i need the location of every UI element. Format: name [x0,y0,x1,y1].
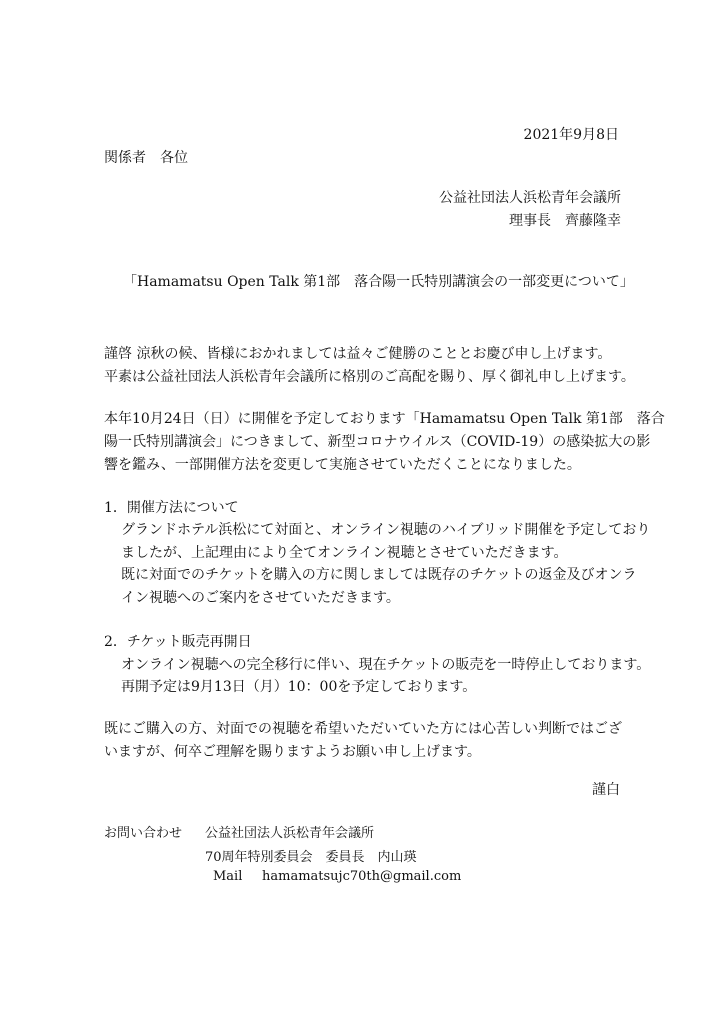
closing-word: 謹白 [592,782,620,798]
contact-label: お問い合わせ [104,826,183,841]
apology-line: 既にご購入の方、対面での視聴を希望いただいていた方には心苦しい判断ではござ [104,721,622,737]
contact-mail-label: Mail [213,869,243,884]
section1-line: グランドホテル浜松にて対面と、オンライン視聴のハイブリッド開催を予定しており [121,522,651,538]
section2-line: 再開予定は9月13日（月）10：00を予定しております。 [121,679,477,695]
addressee: 関係者 各位 [104,150,188,166]
greeting-line: 謹啓 涼秋の候、皆様におかれましては益々ご健勝のこととお慶び申し上げます。 [104,346,612,362]
contact-mail-address: hamamatsujc70th@gmail.com [262,869,462,884]
section2-line: オンライン視聴への完全移行に伴い、現在チケットの販売を一時停止しております。 [121,657,651,673]
intro-line: 本年10月24日（日）に開催を予定しております「Hamamatsu Open Talk 第1部 落合 [104,411,665,427]
section2-heading: 2．チケット販売再開日 [104,634,252,650]
sender-name: 理事長 齊藤隆幸 [509,213,621,229]
contact-organization: 公益社団法人浜松青年会議所 [205,826,375,841]
greeting-line: 平素は公益社団法人浜松青年会議所に格別のご高配を賜り、厚く御礼申し上げます。 [104,369,635,385]
apology-line: いますが、何卒ご理解を賜りますようお願い申し上げます。 [104,744,481,760]
intro-line: 響を鑑み、一部開催方法を変更して実施させていただくことになりました。 [104,457,581,473]
contact-committee: 70周年特別委員会 委員長 内山瑛 [205,850,417,865]
section1-line: イン視聴へのご案内をさせていただきます。 [121,590,400,606]
section1-line: 既に対面でのチケットを購入の方に関しましては既存のチケットの返金及びオンラ [121,567,637,583]
letter-date: 2021年9月8日 [523,127,619,143]
section1-line: ましたが、上記理由により全てオンライン視聴とさせていただきます。 [121,545,568,561]
document-title: 「Hamamatsu Open Talk 第1部 落合陽一氏特別講演会の一部変更について」 [123,274,634,290]
sender-organization: 公益社団法人浜松青年会議所 [439,190,621,206]
section1-heading: 1．開催方法について [104,500,239,516]
intro-line: 陽一氏特別講演会」につきまして、新型コロナウイルス（COVID-19）の感染拡大の影 [104,434,651,450]
